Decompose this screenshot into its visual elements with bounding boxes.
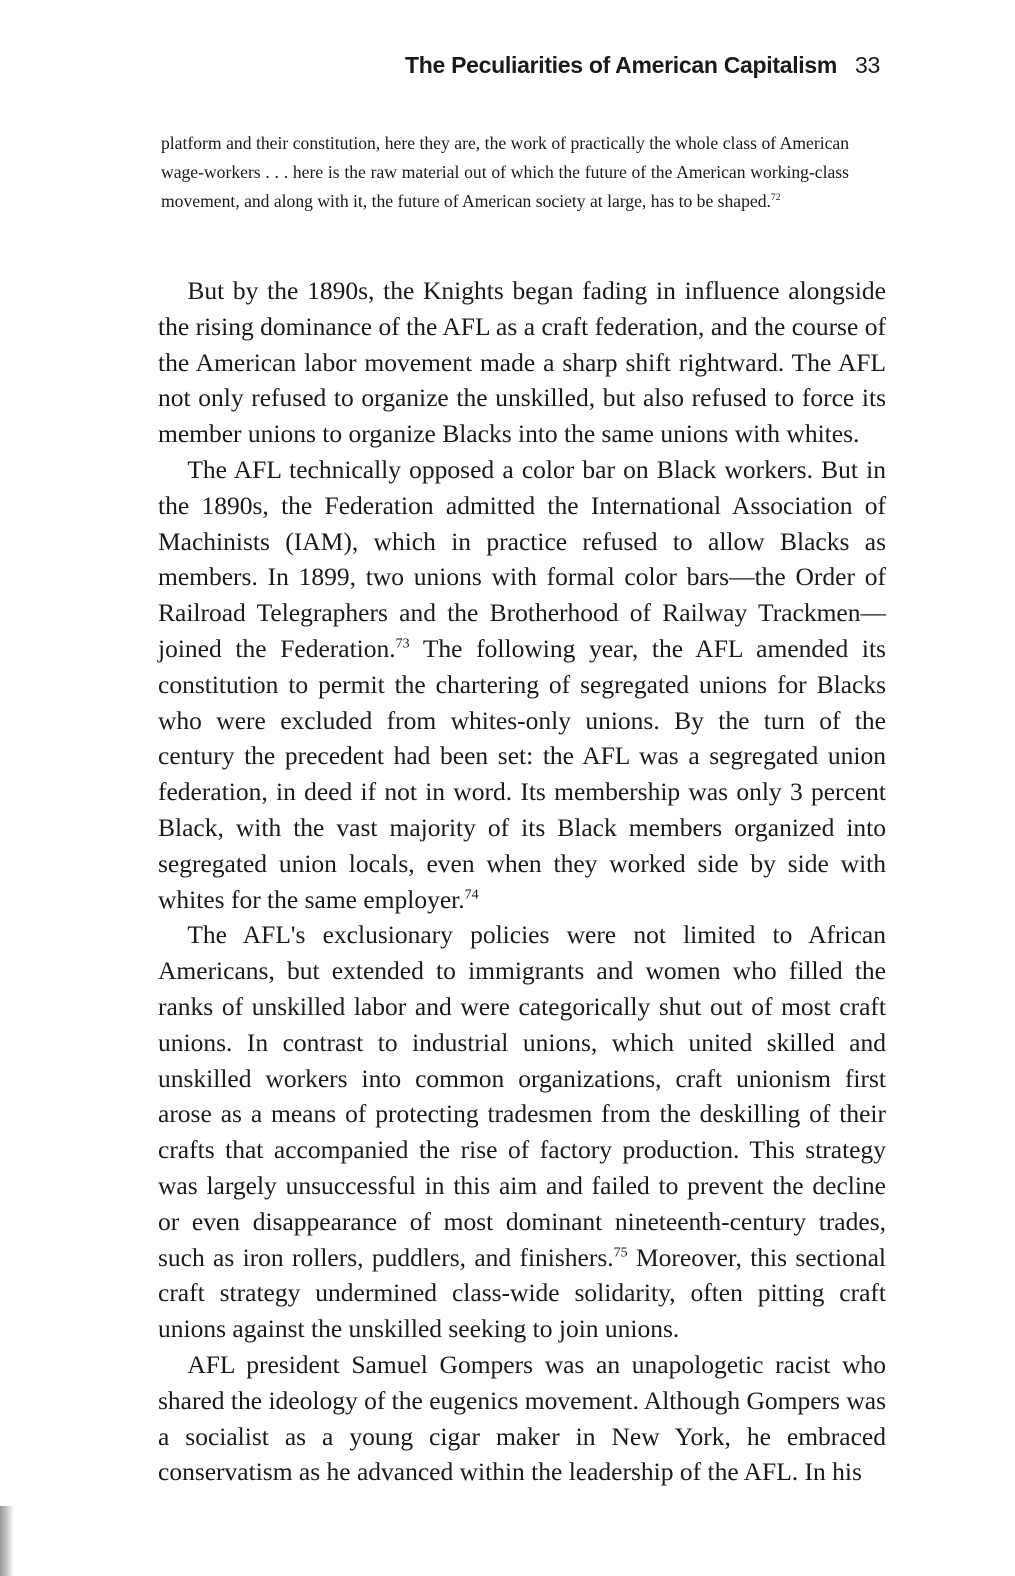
running-head bbox=[155, 52, 880, 79]
paragraph-text: AFL president Samuel Gompers was an unapologetic racist who shared the ideology of the eugenics movement. Although Gompers was a socialist as a young cigar maker in New York, he embraced conservatism as he advanced within the leadership of the AFL. In his bbox=[158, 1349, 887, 1487]
running-head-title: The Peculiarities of American Capitalism bbox=[405, 52, 838, 78]
paragraph-text: The AFL technically opposed a color bar on Black workers. But in the 1890s, the Federation admitted the International Association of Machinists (IAM), which in practice refused to allow Blacks as members. In 1899, two unions with formal color bars—the Order of Railroad Telegraphers and the Brotherhood of Railway Trackmen—joined the Federation. bbox=[158, 454, 886, 663]
block-quote-text: platform and their constitution, here they are, the work of practically the whole class of American wage-workers . . . here is the raw material out of which the future of the American working-class movement, and along with it, the future of American society at large, has to be shaped. bbox=[161, 133, 849, 211]
paragraph-text: The following year, the AFL amended its constitution to permit the chartering of segregated unions for Blacks who were excluded from whites-only unions. By the turn of the century the precedent had been set: the AFL was a segregated union federation, in deed if not in word. Its membership was only 3 percent Black, with the vast majority of its Black members organized into segregated union locals, even when they worked side by side with whites for the same employer. bbox=[158, 633, 886, 914]
paragraph-text: But by the 1890s, the Knights began fading in influence alongside the rising dominance of the AFL as a craft federation, and the course of the American labor movement made a sharp shift rightward. The AFL not only refused to organize the unskilled, but also refused to force its member unions to organize Blacks into the same unions with whites. bbox=[158, 276, 886, 449]
paragraph bbox=[158, 452, 886, 917]
paragraph bbox=[158, 1347, 886, 1490]
block-quote bbox=[161, 129, 849, 215]
paragraph-text: The AFL's exclusionary policies were not limited to African Americans, but extended to immigrants and women who filled the ranks of unskilled labor and were categorically shut out of most craft unions. In contrast to industrial unions, which united skilled and unskilled workers into common organizations, craft unionism first arose as a means of protecting tradesmen from the deskilling of their crafts that accompanied the rise of factory production. This strategy was largely unsuccessful in this aim and failed to prevent the decline or even disappearance of most dominant nineteenth-century trades, such as iron rollers, puddlers, and finishers. bbox=[158, 920, 886, 1272]
paragraph bbox=[158, 917, 886, 1347]
page-number: 33 bbox=[855, 52, 880, 78]
paragraph bbox=[158, 273, 886, 452]
paragraph-text: Moreover, this sectional craft strategy undermined class-wide solidarity, often pitting craft unions against the unskilled seeking to join unions. bbox=[158, 1242, 886, 1344]
footnote-marker: 74 bbox=[464, 887, 479, 903]
footnote-marker: 72 bbox=[770, 191, 781, 203]
scan-edge-mark bbox=[0, 1506, 14, 1576]
body-text bbox=[158, 273, 886, 1490]
footnote-marker: 73 bbox=[395, 636, 410, 652]
footnote-marker: 75 bbox=[613, 1245, 628, 1261]
